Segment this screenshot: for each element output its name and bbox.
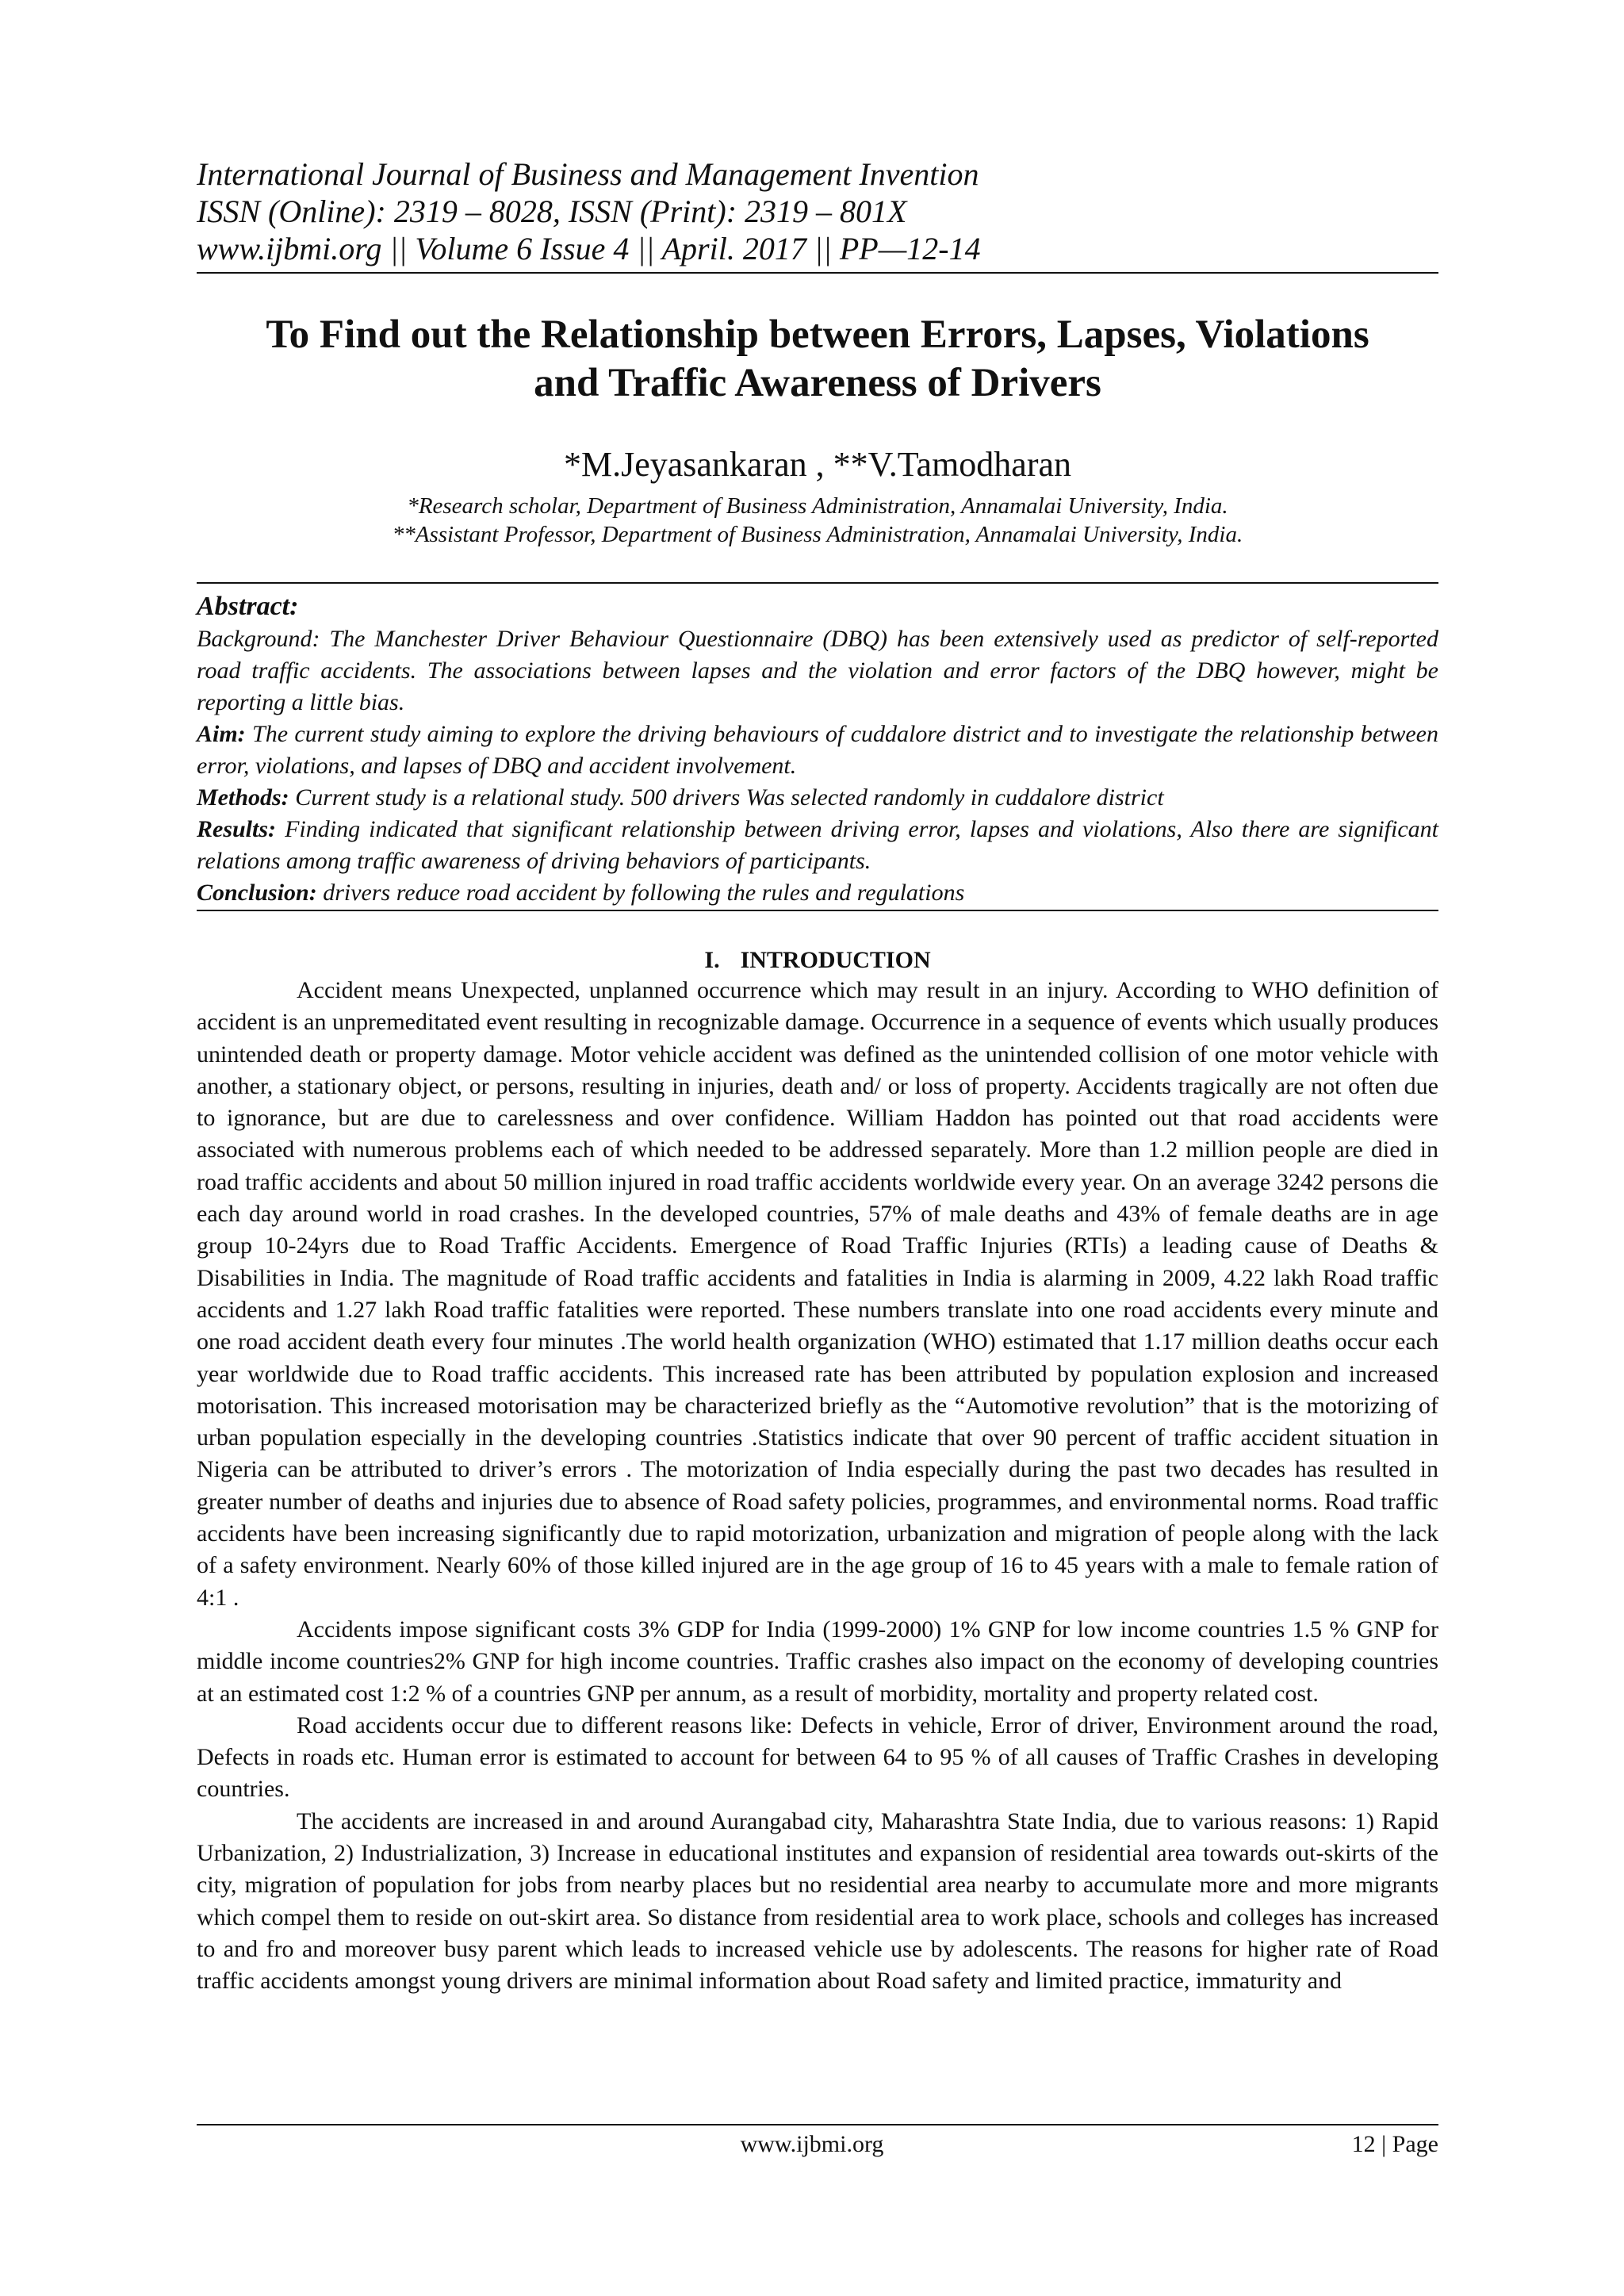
intro-paragraph-1: Accident means Unexpected, unplanned occurrence which may result in an injury. According to WHO definition of accident is an unpremeditated event resulting in recognizable damage. Occurrence in a sequence of events which usually produces unintended death or property damage. Motor vehicle accident was defined as the unintended collision of one motor vehicle with another, a stationary object, or persons, resulting in injuries, death and/ or loss of property. Accidents tragically are not often due to ignorance, but are due to carelessness and over confidence. William Haddon has pointed out that road accidents were associated with numerous problems each of which needed to be addressed separately. More than 1.2 million people are died in road traffic accidents and about 50 million injured in road traffic accidents worldwide every year. On an average 3242 persons die each day around world in road crashes. In the developed countries, 57% of male deaths and 43% of female deaths are in age group 10-24yrs due to Road Traffic Accidents. Emergence of Road Traffic Injuries (RTIs) a leading cause of Deaths & Disabilities in India. The magnitude of Road traffic accidents and fatalities in India is alarming in 2009, 4.22 lakh Road traffic accidents and 1.27 lakh Road traffic fatalities were reported. These numbers translate into one road accidents every minute and one road accident death every four minutes .The world health organization (WHO) estimated that 1.17 million deaths occur each year worldwide due to Road traffic accidents. This increased rate has been attributed by population explosion and increased motorisation. This increased motorisation may be characterized briefly as the “Automotive revolution” that is the motorizing of urban population especially in the developing countries .Statistics indicate that over 90 percent of traffic accident situation in Nigeria can be attributed to driver’s errors . The motorization of India especially during the past two decades has resulted in greater number of deaths and injuries due to absence of Road safety policies, programmes, and environmental norms. Road traffic accidents have been increasing significantly due to rapid motorization, urbanization and migration of people along with the lack of a safety environment. Nearly 60% of those killed injured are in the age group of 16 to 45 years with a male to female ration of 4:1 . — [197, 977, 1438, 1611]
abstract-results — [197, 814, 1438, 877]
journal-name: International Journal of Business and Management Invention — [197, 156, 979, 192]
abstract-bottom-divider — [197, 910, 1438, 911]
intro-paragraph-2: Accidents impose significant costs 3% GDP for India (1999-2000) 1% GNP for low income countries 1.5 % GNP for middle income countries2% GNP for high income countries. Traffic crashes also impact on the economy of developing countries at an estimated cost 1:2 % of a countries GNP per annum, as a result of morbidity, mortality and property related cost. — [197, 1616, 1438, 1707]
journal-issn: ISSN (Online): 2319 – 8028, ISSN (Print): 2319 – 801X — [197, 194, 907, 229]
abstract-section — [197, 590, 1438, 909]
footer-website: www.ijbmi.org — [740, 2131, 884, 2157]
abstract-top-divider — [197, 582, 1438, 584]
journal-header — [197, 155, 1438, 267]
footer-page-number: 12 | Page — [1351, 2131, 1438, 2157]
methods-label: Methods: — [197, 784, 289, 811]
results-text: Finding indicated that significant relationship between driving error, lapses and violations, Also there are significant relations among traffic awareness of driving behaviors of participants. — [197, 816, 1438, 874]
intro-paragraph-3: Road accidents occur due to different reasons like: Defects in vehicle, Error of driver, Environment around the road, Defects in roads etc. Human error is estimated to account for between 64 to 95 % of all causes of Traffic Crashes in developing countries. — [197, 1711, 1438, 1803]
methods-text: Current study is a relational study. 500 drivers Was selected randomly in cuddalore district — [289, 784, 1164, 811]
conclusion-label: Conclusion: — [197, 880, 317, 906]
intro-paragraph-4: The accidents are increased in and around Aurangabad city, Maharashtra State India, due to various reasons: 1) Rapid Urbanization, 2) Industrialization, 3) Increase in educational institutes and expansion of residential area towards out-skirts of the city, migration of population for jobs from nearby places but no residential area nearby to accumulate more and more migrants which compel them to reside on out-skirt area. So distance from residential area to work place, schools and colleges has increased to and fro and moreover busy parent which leads to increased vehicle use by adolescents. The reasons for higher rate of Road traffic accidents amongst young drivers are minimal information about Road safety and limited practice, immaturity and — [197, 1807, 1438, 1995]
abstract-aim — [197, 719, 1438, 782]
title-line-2: and Traffic Awareness of Drivers — [534, 361, 1101, 405]
author-affiliations — [197, 492, 1438, 549]
introduction-heading — [197, 945, 1438, 976]
aim-label: Aim: — [197, 721, 246, 747]
conclusion-text: drivers reduce road accident by following the rules and regulations — [316, 880, 965, 906]
paper-title — [197, 311, 1438, 408]
title-line-1: To Find out the Relationship between Errors, Lapses, Violations — [266, 312, 1369, 357]
journal-volume: www.ijbmi.org || Volume 6 Issue 4 || April. 2017 || PP—12-14 — [197, 231, 981, 266]
header-divider — [197, 272, 1438, 274]
section-number: I. — [704, 947, 720, 973]
results-label: Results: — [197, 816, 277, 842]
paper-authors: *M.Jeyasankaran , **V.Tamodharan — [563, 445, 1072, 484]
abstract-heading: Abstract: — [197, 592, 299, 621]
abstract-methods — [197, 782, 1438, 814]
affiliation-1: *Research scholar, Department of Business Administration, Annamalai University, India. — [407, 493, 1228, 519]
abstract-conclusion — [197, 877, 1438, 909]
aim-text: The current study aiming to explore the driving behaviours of cuddalore district and to investigate the relationship between error, violations, and lapses of DBQ and accident involvement. — [197, 721, 1438, 779]
footer-divider — [197, 2124, 1438, 2125]
abstract-background: Background: The Manchester Driver Behaviour Questionnaire (DBQ) has been extensively used as predictor of self-reported road traffic accidents. The associations between lapses and the violation and error factors of the DBQ however, might be reporting a little bias. — [197, 626, 1438, 715]
section-title: INTRODUCTION — [740, 947, 931, 973]
affiliation-2: **Assistant Professor, Department of Business Administration, Annamalai University, India. — [392, 522, 1243, 547]
introduction-body — [197, 975, 1438, 1998]
